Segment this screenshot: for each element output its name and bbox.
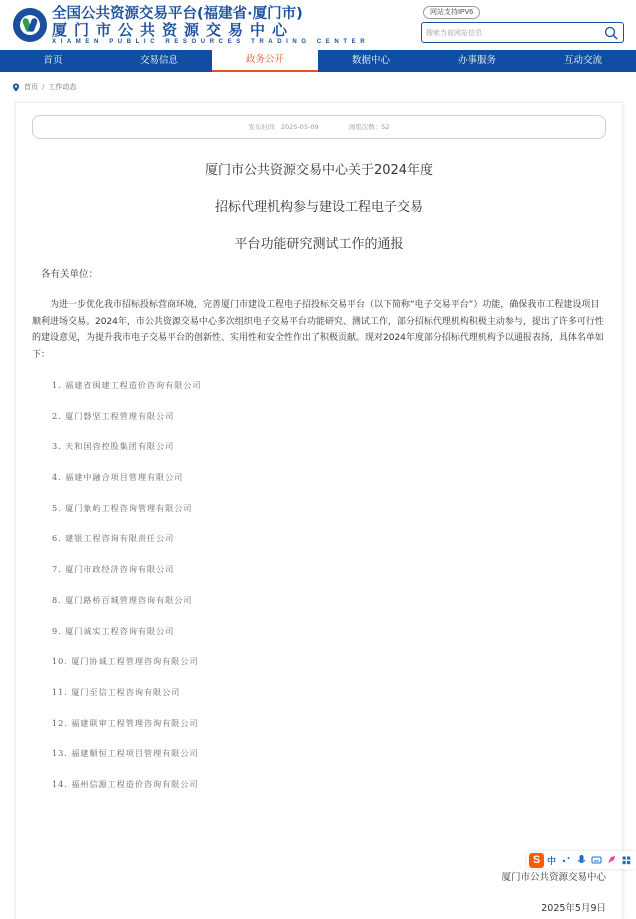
view-count: 浏览次数：52 bbox=[348, 123, 390, 131]
logo-title: 全国公共资源交易平台(福建省·厦门市) bbox=[52, 6, 303, 22]
list-item: 10. 厦门协诚工程管理咨询有限公司 bbox=[52, 656, 199, 667]
main-nav bbox=[0, 50, 636, 72]
keyboard-icon[interactable] bbox=[591, 854, 602, 866]
site-logo-text[interactable] bbox=[52, 6, 369, 46]
grid-menu-icon[interactable] bbox=[621, 854, 632, 866]
list-item: 2. 厦门磐坚工程管理有限公司 bbox=[52, 410, 175, 421]
list-item: 4. 福建中融合项目管理有限公司 bbox=[52, 472, 184, 483]
ime-language-toggle[interactable]: 中 bbox=[547, 856, 557, 867]
list-item: 11. 厦门至信工程咨询有限公司 bbox=[52, 686, 181, 697]
breadcrumb bbox=[12, 82, 76, 92]
skin-icon[interactable] bbox=[606, 854, 617, 866]
list-item: 7. 厦门市政经济咨询有限公司 bbox=[52, 564, 175, 575]
list-item: 5. 厦门象屿工程咨询管理有限公司 bbox=[52, 502, 193, 513]
list-item: 13. 福建顺恒工程项目管理有限公司 bbox=[52, 748, 199, 759]
list-item: 14. 福州信源工程造价咨询有限公司 bbox=[52, 778, 199, 789]
article-signature: 厦门市公共资源交易中心 bbox=[501, 872, 606, 883]
breadcrumb-home[interactable]: 首页 bbox=[24, 83, 38, 91]
article-card bbox=[15, 102, 623, 919]
article-title-line-2: 招标代理机构参与建设工程电子交易 bbox=[214, 200, 423, 215]
breadcrumb-current[interactable]: 工作动态 bbox=[48, 83, 77, 91]
location-pin-icon bbox=[12, 83, 20, 92]
punctuation-icon[interactable] bbox=[561, 854, 572, 866]
article-title-line-3: 平台功能研究测试工作的通报 bbox=[234, 237, 404, 252]
site-header bbox=[0, 0, 636, 50]
list-item: 12. 福建联审工程管理咨询有限公司 bbox=[52, 717, 199, 728]
nav-item-data-center[interactable]: 数据中心 bbox=[351, 55, 390, 66]
article-date: 2025年5月9日 bbox=[541, 903, 606, 914]
breadcrumb-separator: / bbox=[42, 83, 45, 91]
ipv6-badge: 网站支持IPV6 bbox=[423, 6, 480, 19]
ime-toolbar[interactable] bbox=[527, 851, 636, 869]
nav-item-government-affairs[interactable]: 政务公开 bbox=[212, 50, 318, 72]
logo-subtitle: 厦门市公共资源交易中心 bbox=[52, 21, 295, 39]
search-icon[interactable] bbox=[604, 26, 618, 40]
article-title-line-1: 厦门市公共资源交易中心关于2024年度 bbox=[204, 163, 434, 178]
list-item: 6. 建银工程咨询有限责任公司 bbox=[52, 533, 175, 544]
list-item: 9. 厦门诚实工程咨询有限公司 bbox=[52, 625, 175, 636]
logo-english: XIAMEN PUBLIC RESOURCES TRADING CENTER bbox=[52, 39, 370, 45]
company-list bbox=[52, 380, 201, 810]
list-item: 1. 福建省闽建工程造价咨询有限公司 bbox=[52, 380, 202, 390]
article-meta bbox=[32, 115, 606, 139]
article-paragraph: 为进一步优化我市招标投标营商环境，完善厦门市建设工程电子招投标交易平台（以下简称“电子交易平台”）功能，确保我市工程建设项目顺利进场交易。2024年，市公共资源交易中心多次组织电子交易平台功能研究、测试工作，部分招标代理机构积极主动参与，提出了许多可行性的建设意见，为提升我市电子交易平台的创新性、实用性和安全性作出了积极贡献。现对2024年度部分招标代理机构予以通报表扬，具体名单如下： bbox=[32, 300, 604, 360]
site-logo-icon[interactable] bbox=[13, 8, 47, 42]
list-item: 3. 天和国咨控股集团有限公司 bbox=[52, 441, 175, 452]
nav-item-interaction[interactable]: 互动交流 bbox=[563, 55, 602, 66]
nav-item-trading-info[interactable]: 交易信息 bbox=[139, 55, 178, 66]
nav-item-services[interactable]: 办事服务 bbox=[457, 55, 496, 66]
publish-time: 发布时间：2025-05-09 bbox=[248, 123, 319, 131]
search-input[interactable] bbox=[426, 25, 598, 40]
ime-logo-icon[interactable]: S bbox=[529, 853, 544, 868]
article-greeting: 各有关单位： bbox=[41, 269, 99, 280]
search-box bbox=[421, 22, 624, 43]
list-item: 8. 厦门路桥百城管理咨询有限公司 bbox=[52, 594, 193, 605]
nav-item-home[interactable]: 首页 bbox=[43, 55, 63, 66]
microphone-icon[interactable] bbox=[576, 854, 587, 866]
